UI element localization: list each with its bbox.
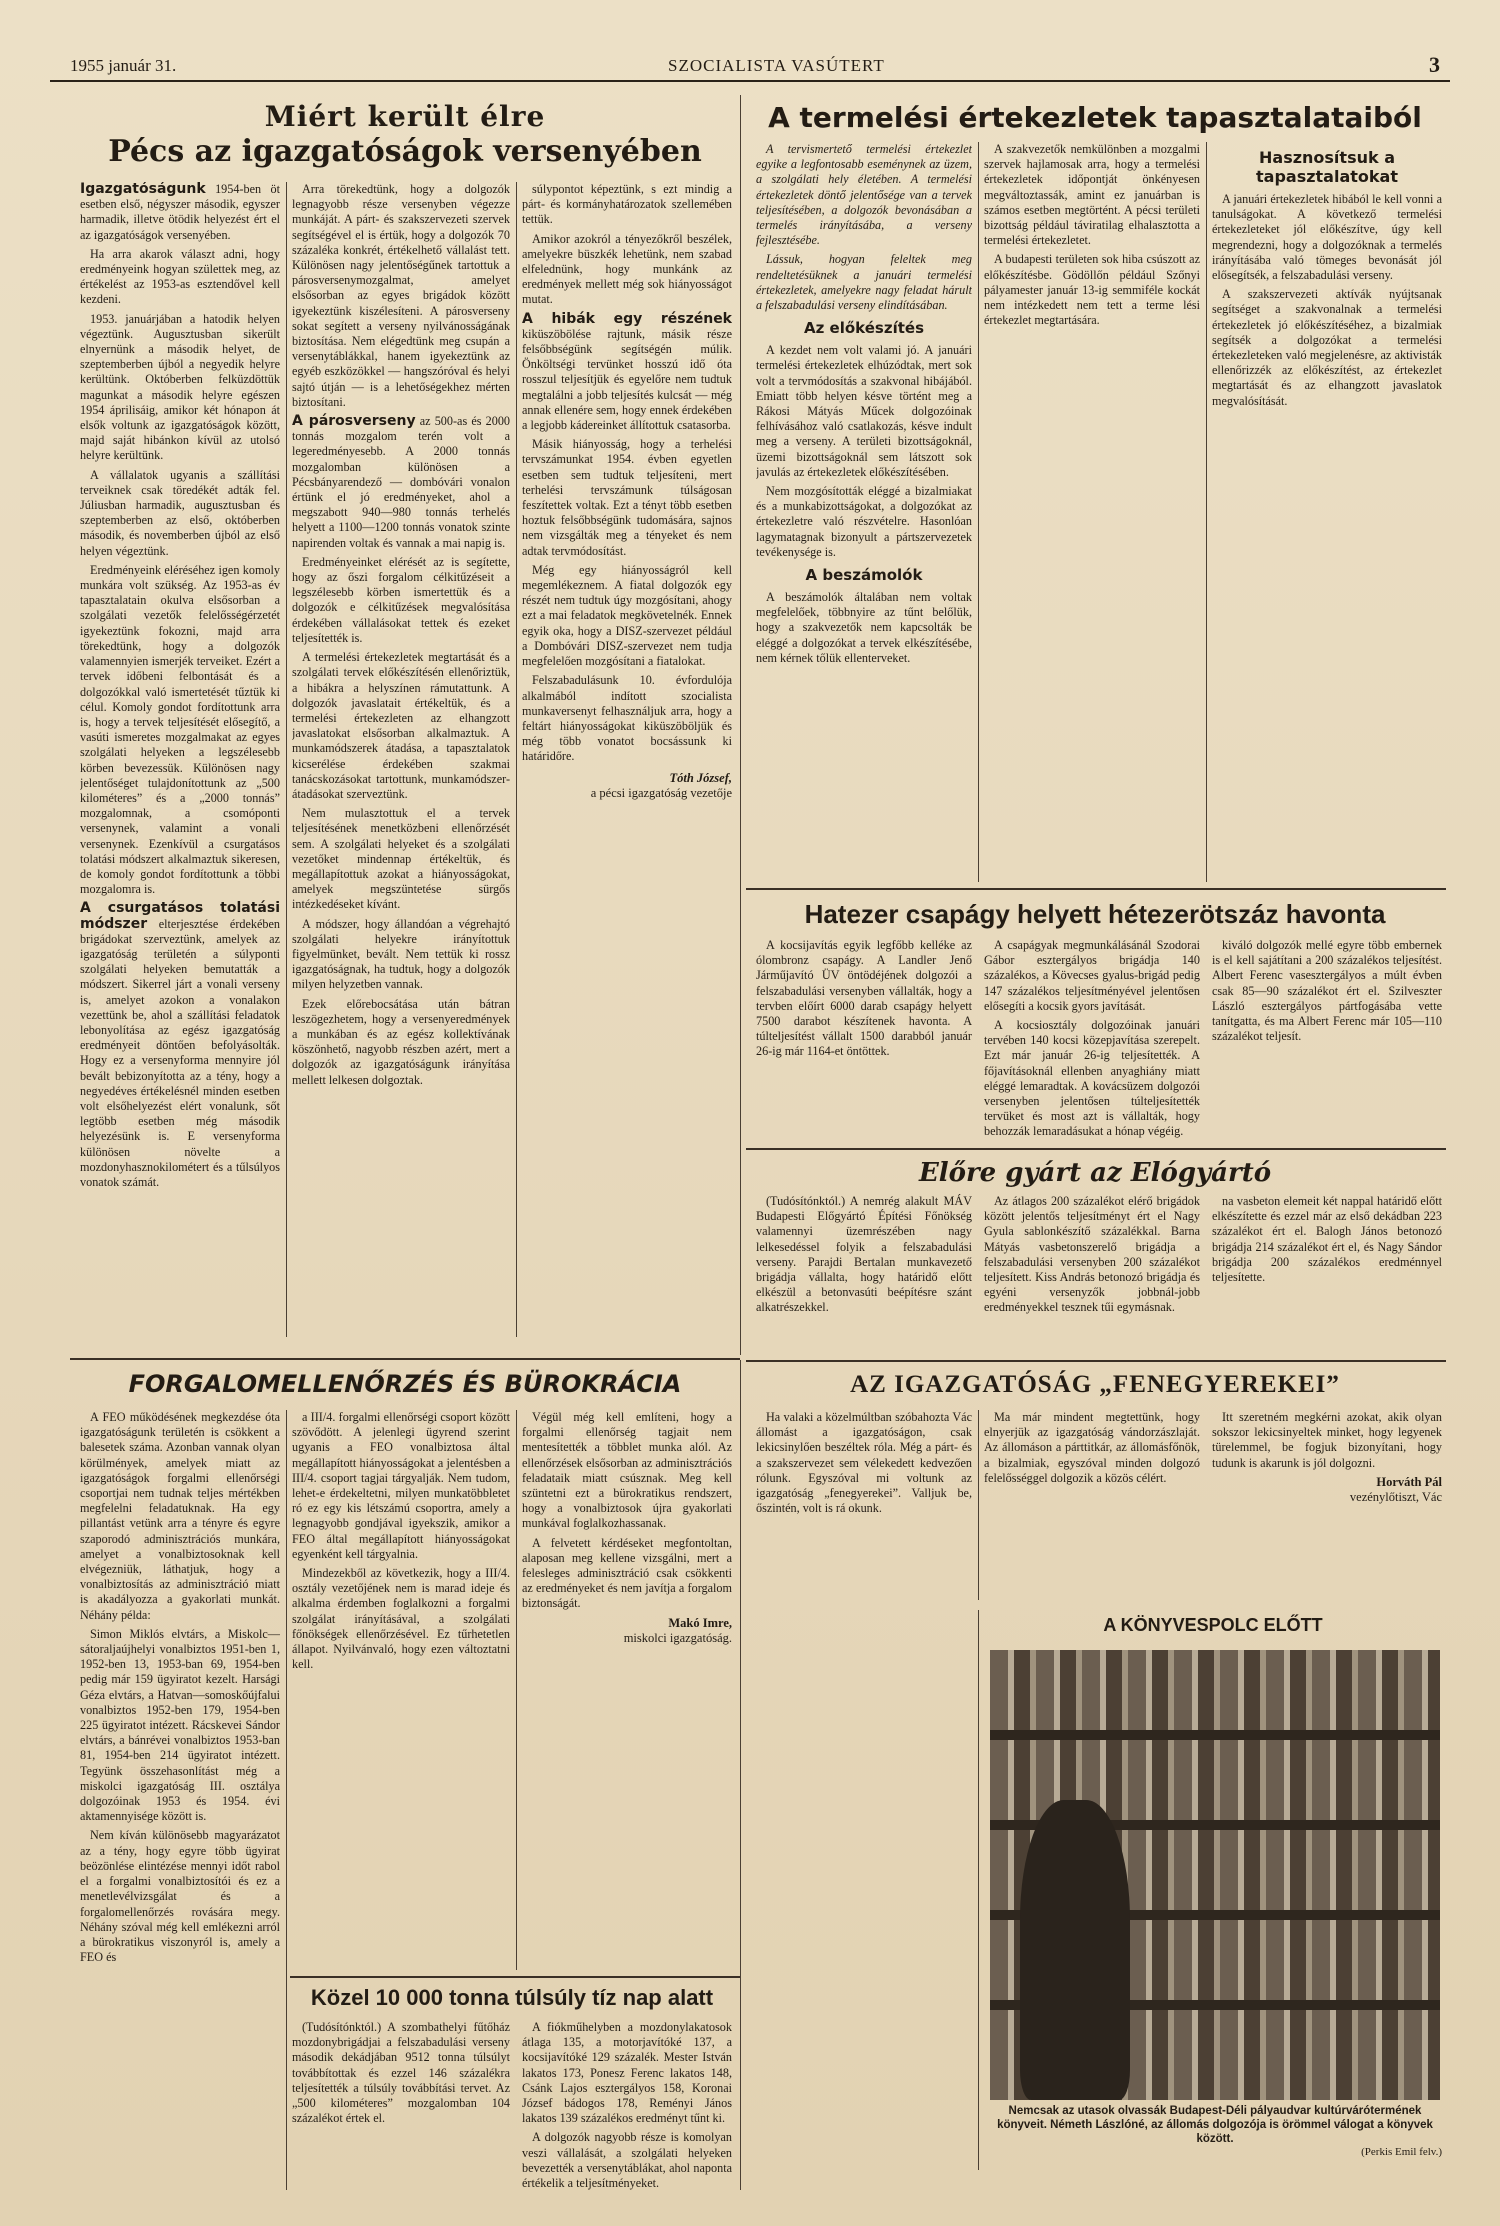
photo-caption-box (988, 2104, 1442, 2174)
article-2-p9: A szakszervezeti aktívák nyújtsanak segítséget a szakvonalnak a termelési értekezletek jó előkészítéséhez, a bizalmiak segítsék a dolgozókat a termelési értekezleteken való megjelenésre, az aktivisták ellenőrizzék az előkészítést, az értekezlet megtartását és az elhangzott javaslatok megvalósítását. (1212, 287, 1442, 408)
article-1-signature-role: a pécsi igazgatóság vezetője (590, 785, 732, 800)
article-1-p13: súlypontot képeztünk, s ezt mindig a párt- és kormányhatározatok szellemében tettük. (522, 182, 732, 227)
article-5-p1: Ha valaki a közelmúltban szóbahozta Vác állomást a igazgatóságon, csak lekicsinylően beszéltek róla. Még a párt- és a szakszervezet sem vélekedett kedvezően rólunk. Egyszóval mi voltunk az igazgatóság „fenegyerekei”. Valljuk be, őszintén, volt is rá okunk. (756, 1410, 972, 1516)
column-rule (516, 1410, 517, 1970)
page-number: 3 (1429, 52, 1440, 77)
column-rule (740, 95, 741, 1355)
article-3-col-1 (756, 938, 972, 1138)
article-2-p2: Lássuk, hogyan feleltek meg rendeltetésüknek a januári termelési értekezletek, amelyekre nagy feladat hárult a felszabadulási verseny elindításában. (756, 252, 972, 313)
article-1-title-line2: Pécs az igazgatóságok versenyében (108, 134, 702, 169)
article-1-col-3 (522, 182, 732, 1337)
article-2-subhead-2: A beszámolók (805, 566, 923, 585)
article-4-title: Előre gyárt az Elógyártó (918, 1158, 1272, 1188)
article-6-col-3 (522, 1410, 732, 1970)
article-1-p2: 1953. januárjában a hatodik helyen végeztünk. Augusztusban sikerült elnyernünk a második helyet, de szeptemberben újból a negyedik helyre kerültünk. Októberben felküzdöttük magunkat a második helyre egészen 1954 áprilisáig, amikor két hónapon át elsők voltunk az igazgatóságok között, majd saját hibánkon kívül az utolsó helyre kerültünk. (80, 311, 280, 463)
article-1-col-1 (80, 182, 280, 1337)
article-1-p11: A módszer, hogy állandóan a végrehajtó szolgálati helyekre irányítottuk figyelmünket, bevált. Nem tettük ki rossz igazgatóságnak, ha tudtuk, hogy a dolgozók milyen helyzetben vannak. (292, 916, 510, 992)
article-6-signature: Makó Imre, (668, 1615, 732, 1630)
article-7-p3: A dolgozók nagyobb része is komolyan veszi vállalását, a szolgálati helyeken bevezették a versenytáblákat, ahol naponta értékelik a teljesítményeket. (522, 2130, 732, 2190)
article-2-subhead-1: Az előkészítés (804, 319, 924, 338)
column-rule (1206, 142, 1207, 882)
article-2-col-3 (1212, 142, 1442, 882)
article-5-signature: Horváth Pál (1376, 1474, 1442, 1489)
column-rule (978, 1410, 979, 1600)
article-2-col-2 (984, 142, 1200, 882)
column-rule (516, 182, 517, 1337)
article-6-col-1 (80, 1410, 280, 2190)
article-1-p1: Ha arra akarok választ adni, hogy eredményeink hogyan születtek meg, az értékelést az 1953-as esztendővel kell kezdeni. (80, 246, 280, 307)
column-rule (286, 1410, 287, 2190)
article-7-title: Közel 10 000 tonna túlsúly tíz nap alatt (310, 1985, 714, 2010)
article-2-p3: A kezdet nem volt valami jó. A januári termelési értekezletek elhúzódtak, mert sok volt a tervmódosítás a szakvonal hibájából. Emiatt több helyen késve történt meg a Rákosi Mátyás Műcek dolgozóinak felhívásához való csatlakozás, késve indult meg a verseny. A területi bizottságoknál, üzemi bizottságoknál sem látszott sok javulás az értekezletek előkészítésében. (756, 343, 972, 479)
bookshelf-photo (990, 1650, 1440, 2100)
article-6-p7: A felvetett kérdéseket megfontoltan, alaposan meg kellene vizsgálni, mert a felesleges adminisztráció csak csökkenti az eredményeket és nem javítja a forgalom biztonságát. (522, 1535, 732, 1611)
article-4-p2: Az átlagos 200 százalékot elérő brigádok között jelentős teljesítményt ért el Nagy Gyula sablonkészítő százalékkal. Barna Mátyás vasbetonszerelő brigádja a felszabadulási versenyben 200 százalékot teljesített. Kiss András betonozó brigádja és egyéni versenyzők jobbnál-jobb eredményekkel tesznek tűi egymásnak. (984, 1194, 1200, 1315)
article-1-p12: Ezek előrebocsátása után bátran leszögezhetem, hogy a versenyeredmények a munkában és az egész kollektívának köszönhető, nagyobb részben azért, mert a dolgozók az igazgatóságunk irányítása mellett lelkesen dolgoztak. (292, 996, 510, 1087)
article-2-p4: Nem mozgósították eléggé a bizalmiakat és a munkabizottságokat, a dolgozókat az értekezletre való részvételre. Hasonlóan lagymatagnak bizonyult a pártszervezetek tevékenysége is. (756, 484, 972, 559)
article-3-title: Hatezer csapágy helyett hétezerötszáz havonta (804, 899, 1386, 929)
article-3-col-3 (1212, 938, 1442, 1138)
article-6-p3: Nem kíván különösebb magyarázatot az a tény, hogy egyre több ügyirat beözönlése elintézése mennyi időt rabol el a forgalmi vonalbiztosítói és ez a menetlevélvizsgálat és a forgalomellenőrzés rovására megy. Néhány szóval még kell emlékezni arról a bürokratikus viszonyról is, amely a FEO és (80, 1828, 280, 1965)
article-5-signature-role: vezénylőtiszt, Vác (1349, 1489, 1442, 1504)
article-5-col-1 (756, 1410, 972, 1600)
article-1-p16: Másik hiányosság, hogy a terhelési tervszámunkat 1954. évben egyetlen esetben sem tudtuk teljesíteni, mert terhelési tervszámunk túlságosan feszítettek voltak. Ezt a tényt több esetben hoztuk felsőbbségünk tudomására, sajnos nem vizsgálták meg a tényeket és nem adtak tervmódosítást. (522, 437, 732, 558)
column-rule (286, 182, 287, 1337)
article-4-col-1 (756, 1194, 972, 1354)
section-rule (746, 1360, 1446, 1362)
photo-headline (984, 1610, 1442, 1644)
article-1-p4: Eredményeink eléréséhez igen komoly munkára volt szükség. Az 1953-as év tapasztalatain okulva elsősorban a szolgálati vezetők felelősségérzetét igyekeztünk fokozni, majd arra törekedtünk, hogy a dolgozók valamennyien ismerjék terveiket. Ezért a tervek időbeni felbontását és a dolgozókkal való ismertetését tűztük ki célul. Komoly gondot fordítottunk arra is, hogy a tervek teljesítését elősegítő, a vasúti ismeretes mozgalmakat az egyes szolgálati helyeken a legszélesebb körben bevezessük. Különösen nagy jelentőséget tulajdonítottunk az „500 kilométeres” és a „2000 tonnás” mozgalomnak, a csomóponti versenynek, valamint a vonali versenynek. Ezenkívül a csurgatásos tolatási módszert alkalmaztuk sikeresen, de komoly gondot fordítottunk a többi mozgalomra is. (80, 562, 280, 897)
article-5-col-3 (1212, 1410, 1442, 1600)
article-1-p18: Felszabadulásunk 10. évfordulója alkalmából indított szocialista munkaversenyt felhasználjuk arra, hogy a feltárt hiányosságokat kiküszöböljük és még több vonatot bocsássunk ki határidőre. (522, 673, 732, 764)
article-1-lead: 1954-ben öt esetben első, négyszer második, egyszer harmadik, illetve ötödik helyezést ért el az igazgatóságok versenyében. (80, 182, 280, 242)
article-4-p3: na vasbeton elemeit két nappal határidő előtt elkészítette és ezzel már az első dekádban 223 százalékot ért el. Balogh János betonozó brigádja 214 százalékot ért el, és Nagy Sándor brigádja 200 százalékos eredménnyel teljesítette. (1212, 1194, 1442, 1285)
article-1-title-line1: Miért került élre (264, 100, 546, 133)
article-1-p7: az 500-as és 2000 tonnás mozgalom terén volt a legeredményesebb. A 2000 tonnás mozgalomban különösen a Pécsbányarendező — dombóvári vonalon értünk el jó eredményeket, ahol a megszabott 940—980 tonnás terhelés helyett a 1100—1200 tonnás vonatok szinte napirenden voltak és vannak a mai napig is. (292, 414, 510, 550)
article-7-headline (292, 1982, 732, 2018)
article-7-p2: A fiókműhelyben a mozdonylakatosok átlaga 135, a motorjavítóké 137, a kocsijavítóké 129 százalék. Mester István lakatos 173, Ponesz Ferenc lakatos 148, Csánk Lajos esztergályos 158, Koronai József bádogos 178, Reményi János lakatos 139 százalékos eredményt tűnt ki. (522, 2020, 732, 2126)
article-3-headline (750, 896, 1440, 936)
article-4-headline (750, 1156, 1440, 1192)
article-1-p17: Még egy hiányosságról kell megemlékeznem. A fiatal dolgozók egy részét nem tudtuk úgy mozgósítani, ahogy ezt a mai feladatok megkövetelnék. Ennek egyik oka, hogy a DISZ-szervezet például a Dombóvári DISZ-szervezet nem tudja megfelelően mozgósítani a fiatalokat. (522, 562, 732, 669)
photo-credit: (Perkis Emil felv.) (1361, 2146, 1442, 2158)
article-5-p3: Itt szeretném megkérni azokat, akik olyan sokszor lekicsinyeltek minket, hogy legyenek türelemmel, be fogjuk bizonyítani, hogy tudunk is akarunk is jól dolgozni. (1212, 1410, 1442, 1470)
article-7-col-2 (522, 2020, 732, 2190)
article-1-runin-3: A párosverseny (292, 413, 416, 430)
article-2-p8: A januári értekezletek hibából le kell vonni a tanulságokat. A következő termelési értekezleteket jól előkészítve, úgy kell megrendezni, hogy a dolgozóknak a termelés irányításába való tömeges bevonását jól elősegítsék, a felszabadulási verseny. (1212, 192, 1442, 283)
article-2-col-1 (756, 142, 972, 882)
article-3-p1: A kocsijavítás egyik legfőbb kelléke az ólombronz csapágy. A Landler Jenő Járműjavító ÜV öntödéjének dolgozói a felszabadulási versenyben vállalták, hogy a tervben előírt 6000 darab csapágy helyett 7500 darabot készítenek havonta. A túlteljesítést vállalt 1500 darabból január 26-ig már 1164-et öntöttek. (756, 938, 972, 1059)
article-5-col-2 (984, 1410, 1200, 1600)
article-1-runin-4: A hibák egy részének (522, 310, 732, 327)
article-1-p14: Amikor azokról a tényezőkről beszélek, amelyekre büszkék lehetünk, nem szabad elfelednünk, hogy munkánk az eredmények mellett még sok hiányosságot mutat. (522, 231, 732, 307)
column-rule (978, 1610, 979, 2170)
column-rule (740, 1360, 741, 2190)
article-1-p3: A vállalatok ugyanis a szállítási terveiknek csak töredékét adták fel. Júliusban harmadik, augusztusban és szeptemberben az első, októberben második, és novemberben újból az első helyen végeztünk. (80, 467, 280, 558)
article-5-title: AZ IGAZGATÓSÁG „FENEGYEREKEI” (850, 1371, 1340, 1398)
section-rule (70, 1358, 740, 1360)
section-rule (290, 1976, 740, 1978)
article-2-headline (750, 100, 1440, 140)
photo-title: A KÖNYVESPOLC ELŐTT (1103, 1615, 1323, 1635)
masthead-rule (50, 80, 1450, 82)
article-1-p6: Arra törekedtünk, hogy a dolgozók legnagyobb része versenyben végezze munkáját. A párt- és szakszervezeti szervek segítségével el is értük, hogy a dolgozók 70 százaléka konkrét, értékelhető vállalást tett. Különösen nagy jelentőségűnek tartottuk a párosversenymozgalmat, amelyet elsősorban az egyes brigádok között igyekeztünk kiszélesíteni. A párosverseny sokat segített a verseny nyilvánosságának biztosítása. Nem elégedtünk meg csupán a versenytáblákkal, hanem igyekeztünk az egyéb eszközökkel — hangszóróval és helyi sajtó útján — is a lehetőségekhez mérten biztosítani. (292, 182, 510, 409)
article-2-title: A termelési értekezletek tapasztalataiból (768, 101, 1422, 134)
newspaper-title: SZOCIALISTA VASÚTERT (668, 56, 885, 75)
article-6-title: FORGALOMELLENŐRZÉS ÉS BÜROKRÁCIA (128, 1370, 682, 1398)
article-4-p1: (Tudósítónktól.) A nemrég alakult MÁV Budapesti Előgyártó Építési Főnökség valamennyi üzemrészében nagy lelkesedéssel folyik a felszabadulási verseny. Parajdi Bertalan munkavezető brigádja vállalta, hogy határidő előtt elkészül a betonvasúti beépítésre szánt alkatrészekkel. (756, 1194, 972, 1315)
article-2-p1: A tervismertető termelési értekezlet egyike a legfontosabb eseménynek az üzem, a szolgálati hely életében. A termelési értekezletek döntő jelentősége van a tervek teljesítésében, a dolgozók bevonásában a termelés irányításába, a verseny fejlesztésébe. (756, 142, 972, 248)
article-2-subhead-3: Hasznosítsuk a tapasztalatokat (1256, 148, 1398, 186)
article-6-p4: a III/4. forgalmi ellenőrségi csoport között szövődött. A jelenlegi ügyrend szerint ugyanis a FEO vonalbiztosa által megállapított hiányosságokat a jelentésben a III/4. csoport tagjai tárgyalják. Nem tudom, lehet-e érdekeltetni, milyen munkatöbbletet ró ez egy kis létszámú csoportra, amely a legnagyobb gondjával igyekszik, amikor a FEO által megállapított hiányosságokat egyenként kell tárgyalnia. (292, 1410, 510, 1561)
article-5-headline (750, 1366, 1440, 1406)
article-3-p4: kiváló dolgozók mellé egyre több embernek is el kell sajátítani a 200 százalékos teljesítést. Albert Ferenc vasesztergályos a múlt évben csak 85—90 százalékot ért el. Szilveszter László esztergályos pártfogásába vette tanítgatta, és ma Albert Ferenc már 105—110 százalékot teljesít. (1212, 938, 1442, 1044)
article-6-signature-role: miskolci igazgatóság. (623, 1630, 732, 1645)
article-1-p15: kiküszöbölése rajtunk, másik része felsőbbségünk segítségén múlik. Önköltségi tervünket hosszú idő óta rosszul teljesítjük és egyelőre nem tudtuk megtalálni a jobb teljesítés kulcsát — még annak ellenére sem, hogy ennek érdekében a legjobb kádereinket állítottuk csatasorba. (522, 326, 732, 433)
article-1-lead-runin: Igazgatóságunk (80, 182, 206, 197)
article-3-col-2 (984, 938, 1200, 1138)
article-6-headline (80, 1366, 730, 1406)
article-3-p3: A kocsiosztály dolgozóinak januári tervében 140 kocsi közepjavítása szerepelt. Ezt már január 26-ig teljesítették. A főjavításoknál ellenben anyaghiány miatt eléggé lemaradtak. A kovácsüzem dolgozói versenyben jelentősen túlteljesítették tervüket és most azt is vállalták, hogy behozzák lemaradásukat a hónap végéig. (984, 1018, 1200, 1138)
article-1-p5: elterjesztése érdekében brigádokat szerveztünk, amelyek az igazgatóság területén a súlyponti szolgálati helyeken bemutatták a módszert. Sikerrel járt a vonali verseny is, amelyet azokon a vonalakon vezettünk be, ahol a szállítási feladatok lebonyolítása az egész igazgatóság eredményeit döntően befolyásolták. Hogy ez a versenyforma mennyire jól bevált bebizonyította az a tény, hogy a negyedéves értékelésnél minden esetben volt elsőhelyezést elért vonalunk, sőt legtöbb esetben még második helyezésünk is. E versenyforma különösen növelte a mozdonyhasznokilométert és a tűlsúlyos vonatok számát. (80, 916, 280, 1189)
article-4-col-3 (1212, 1194, 1442, 1354)
article-6-p6: Végül még kell említeni, hogy a forgalmi ellenőrség tagjait nem mentesítették a többlet munka alól. Az ellenőrzések elsősorban az adminisztrációs feladataik miatt csúsznak. Meg kell szüntetni ezt a bürokratikus rendszert, hogy a vonalbiztosok újra gyakorlati munkával foglalkozhassanak. (522, 1410, 732, 1531)
article-1-p9: A termelési értekezletek megtartását és a szolgálati tervek előkészítésén ellenőriztük, a hibákra a helyszínen rámutattunk. A dolgozók javaslatait értékeltük, és a termelési értekezleten az elhangzott javaslatokat elsősorban alkalmaztuk. A munkamódszerek átadása, a tapasztalatok kicserélése érdekében szakmai tanácskozásokat tartottunk, munkamódszer-átadásokat szerveztünk. (292, 650, 510, 801)
article-5-p2: Ma már mindent megtettünk, hogy elnyerjük az igazgatóság vándorzászlaját. Az állomáson a párttitkár, az állomásfőnök, a bizalmiak, egyszóval minden dolgozó felelősséggel dolgozik a közös célért. (984, 1410, 1200, 1485)
article-1-signature: Tóth József, (669, 770, 732, 785)
photo-caption: Nemcsak az utasok olvassák Budapest-Déli pályaudvar kultúrvárótermének könyveit. Németh Lászlóné, az állomás dolgozója is örömmel válogat a könyvek között. (997, 2105, 1433, 2145)
section-rule (746, 888, 1446, 890)
article-7-p1: (Tudósítónktól.) A szombathelyi fűtőház mozdonybrigádjai a felszabadulási verseny második dekádjában 9512 tonna túlsúlyt továbbítottak és ezzel 146 százalékra teljesítették a túlsúly továbbítási tervet. Az „500 kilométeres” mozgalomban 104 százalékot értek el. (292, 2020, 510, 2126)
woman-figure (1020, 1800, 1130, 2100)
article-2-p5: A beszámolók általában nem voltak megfelelőek, többnyire az tűnt belőlük, hogy a szakvezetők nem kapcsolták be eléggé a dolgozókat a tervek elkészítésébe, nem kérnek tőlük ellenterveket. (756, 590, 972, 665)
article-6-col-2 (292, 1410, 510, 1970)
article-2-p7: A budapesti területen sok hiba csúszott az előkészítésbe. Gödöllőn például Szőnyi pályamester január 13-ig semmiféle kockát nem intézkedett nem tett a terme lési értekezlet megtartására. (984, 252, 1200, 328)
article-6-p1: A FEO működésének megkezdése óta igazgatóságunk területén is csökkent a balesetek száma. Azonban vannak olyan körülmények, amelyek miatt az igazgatóságok forgalmi ellenőrségi csoportjai nem tudnak teljes mértékben megfelelni feladatuknak. Ha egy pillantást vetünk arra a tényre és egyre szaporodó adminisztrációs munkára, amelyet a vonalbiztosoknak kell elvégezniük, láthatjuk, hogy a vonalbiztosítás az adminisztráció miatt is akadályozza a gyakorlati munkát. Néhány példa: (80, 1410, 280, 1622)
section-rule (746, 1148, 1446, 1150)
article-6-p5: Mindezekből az következik, hogy a III/4. osztály vezetőjének nem is marad ideje és alkalma érdemben foglalkozni a forgalmi szolgálat irányításával, a szolgálati főnökségek ellenőrzésével. Ez tűrhetetlen állapot. Nyilvánvaló, hogy ezen változtatni kell. (292, 1566, 510, 1672)
article-1-headline (80, 100, 730, 180)
article-1-p8: Eredményeinket elérését az is segítette, hogy az őszi forgalom célkitűzéseit a legszélesebb körben ismertettük és a dolgozók e célkitűzések megvalósítása érdekében vállalásokat tettek és ezeket teljesítették is. (292, 554, 510, 645)
article-1-col-2 (292, 182, 510, 1337)
article-4-col-2 (984, 1194, 1200, 1354)
article-1-runin-2: A csurgatásos tolatási módszer (80, 900, 280, 932)
article-6-p2: Simon Miklós elvtárs, a Miskolc—sátoraljaújhelyi vonalbiztos 1951-ben 1, 1952-ben 13, 1953-ban 69, 1954-ben pedig már 159 ügyiratot kezelt. Harsági Géza elvtárs, a Hatvan—somoskőújfalui vonalbiztos 1952-ben 179, 1954-ben 225 ügyiratot intézett. Rácskevei Sándor elvtárs, a bánrévei vonalbiztos 1953-ban 81, 1954-ben 214 ügyiratot intézett. Tegyünk összehasonlítást még a miskolci igazgatóság III. osztálya dolgozóinak 1953 és 1954. évi aktamennyisége között is. (80, 1626, 280, 1824)
article-1-p10: Nem mulasztottuk el a tervek teljesítésének menetközbeni ellenőrzését sem. A szolgálati helyeket és a szolgálati vezetőket mindennap értékeltük, és megállapítottuk azokat a hiányosságokat, amelyek megszüntetése sürgős intézkedéseket kívánt. (292, 806, 510, 912)
article-3-p2: A csapágyak megmunkálásánál Szodorai Gábor esztergályos brigádja 140 százalékos, a Kövecses gyalus-brigád pedig 147 százalékos teljesítményével jelentősen elősegíti a kocsik gyors javítását. (984, 938, 1200, 1013)
issue-date: 1955 január 31. (70, 56, 177, 75)
article-7-col-1 (292, 2020, 510, 2190)
article-2-p6: A szakvezetők nemkülönben a mozgalmi szervek hajlamosak arra, hogy a termelési értekezletek időpontját önkényesen megváltoztassák, amint ez januárban is számos esetben megtörtént. A pécsi területi bizottság például táviratilag elhalasztotta a termelési értekezletet. (984, 142, 1200, 248)
column-rule (978, 142, 979, 882)
masthead (50, 52, 1450, 82)
